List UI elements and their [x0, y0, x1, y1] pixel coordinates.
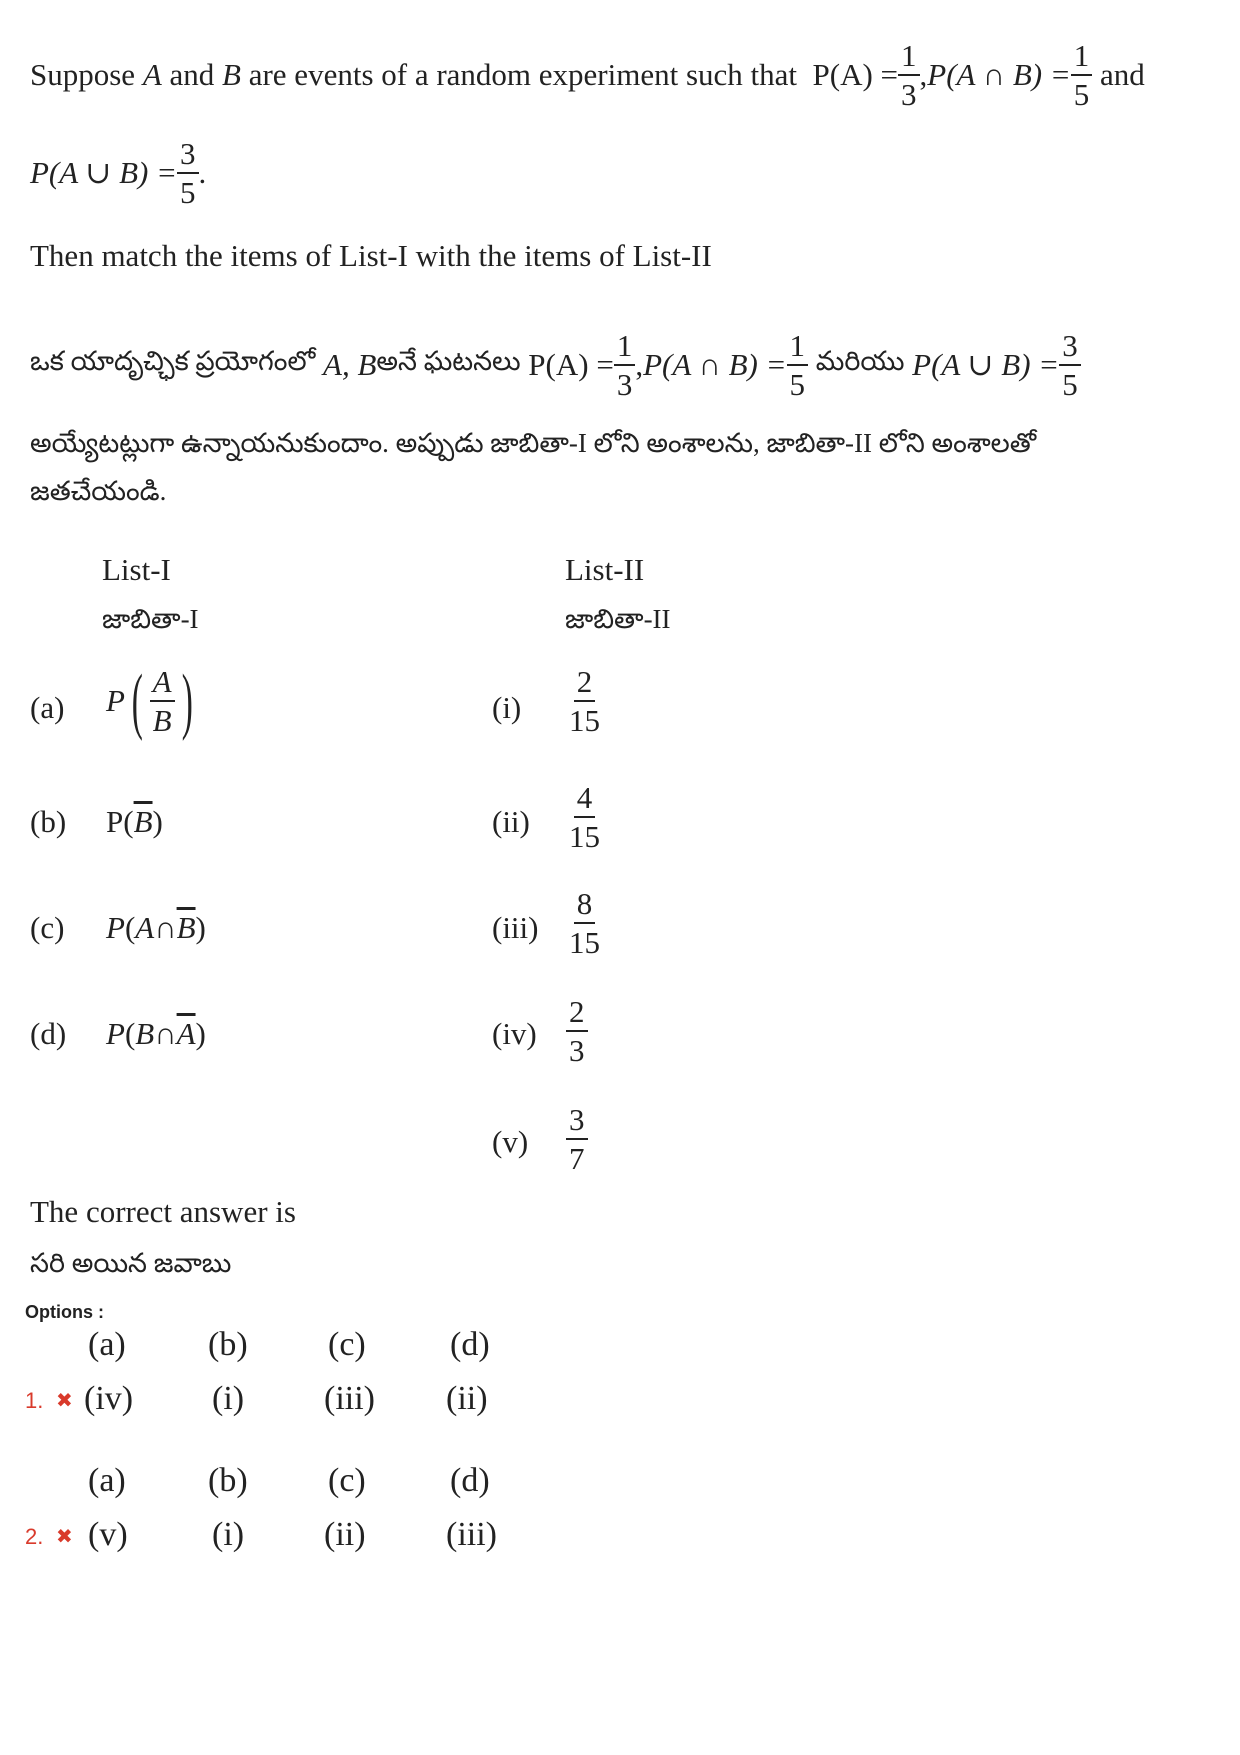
list1-item-label: (d) [30, 1016, 67, 1051]
text-fragment: Suppose [30, 57, 136, 92]
list1-item-label: (c) [30, 910, 65, 945]
list2-item-label: (i) [492, 690, 522, 725]
option-2[interactable] [25, 1524, 43, 1550]
option-1-value: (iii) [324, 1380, 375, 1417]
list2-item-label: (v) [492, 1124, 529, 1159]
list2-item-label: (iii) [492, 910, 539, 945]
list1-item-expr: $P(B\cap\overline{A})$ [106, 1016, 206, 1051]
fraction-three-fifths: $\frac{3}{5}$ [1059, 330, 1081, 400]
option-1-header: (b) [208, 1326, 248, 1363]
prob-A-or-B-label: P(A ∪ B) = [912, 347, 1060, 382]
fraction-one-fifth: $\frac{1}{5}$ [787, 330, 809, 400]
list1-item-expr: $P(\overline{B})$ [106, 804, 163, 839]
option-1-header: (a) [88, 1326, 126, 1363]
list2-item-fraction: $\frac{4}{15}$ [569, 780, 600, 854]
option-number: 2. [25, 1524, 44, 1549]
option-1-value: (iv) [84, 1380, 134, 1417]
option-1-value: (ii) [446, 1380, 488, 1417]
answer-prompt: The correct answer is [30, 1194, 296, 1229]
list1-item-expr: $P(A\cap\overline{B})$ [106, 910, 206, 945]
question-english-line2: P(A ∪ B) = $\frac{3}{5}$ . [30, 136, 207, 210]
prob-A-or-B-label: P(A ∪ B) = [30, 155, 178, 190]
question-english-instruction: Then match the items of List-I with the items of List-II [30, 238, 712, 273]
list1-header-telugu: జాబితా-I [102, 604, 199, 634]
option-1-header: (c) [328, 1326, 366, 1363]
fraction-one-third: $\frac{1}{3}$ [614, 330, 636, 400]
var-A: A [142, 57, 162, 92]
list2-item-fraction: $\frac{3}{7}$ [566, 1104, 588, 1174]
option-number: 1. [25, 1388, 44, 1413]
fraction-one-fifth: $\frac{1}{5}$ [1071, 40, 1093, 110]
list2-item-fraction: $\frac{8}{15}$ [569, 886, 600, 960]
question-telugu-line2: అయ్యేటట్లుగా ఉన్నాయనుకుందాం. అప్పుడు జాబితా-I లోని అంశాలను, జాబితా-II లోని అంశాలతో [30, 428, 1037, 458]
option-1-header: (d) [450, 1326, 490, 1363]
question-telugu-line3: జతచేయండి. [30, 476, 167, 506]
question-english-line1: Suppose A and B are events of a random experiment such that P(A) = $\frac{1}{3}$ , P(A ∩ B) = $\frac{1}{5}$ and [30, 38, 1145, 112]
cross-icon: ✖ [56, 1524, 73, 1548]
text-fragment: and [1100, 57, 1145, 92]
var-AB: A, B [323, 347, 377, 382]
list2-header: List-II [565, 552, 645, 587]
cross-icon: ✖ [56, 1388, 73, 1412]
fraction-one-third: $\frac{1}{3}$ [898, 40, 920, 110]
option-2-header: (c) [328, 1462, 366, 1499]
prob-A-and-B-label: P(A ∩ B) = [643, 347, 787, 382]
option-2-header: (d) [450, 1462, 490, 1499]
option-2-value: (v) [88, 1516, 128, 1553]
telugu-fragment: మరియు [815, 346, 905, 376]
answer-prompt-telugu: సరి అయిన జవాబు [30, 1248, 232, 1278]
list1-header: List-I [102, 552, 171, 587]
list1-item-label: (a) [30, 690, 65, 725]
list2-item-fraction: $\frac{2}{15}$ [569, 664, 600, 738]
fraction-three-fifths: $\frac{3}{5}$ [177, 138, 199, 208]
prob-A-label: P(A) = [812, 57, 899, 92]
var-B: B [222, 57, 241, 92]
option-2-value: (i) [212, 1516, 245, 1553]
list2-item-label: (ii) [492, 804, 530, 839]
option-2-header: (b) [208, 1462, 248, 1499]
prob-A-and-B-label: P(A ∩ B) = [927, 57, 1071, 92]
telugu-fragment: ఒక యాదృచ్ఛిక ప్రయోగంలో [30, 346, 316, 376]
list1-item-label: (b) [30, 804, 67, 839]
list2-item-label: (iv) [492, 1016, 537, 1051]
options-label: Options : [25, 1302, 104, 1322]
prob-A-label: P(A) = [528, 347, 614, 382]
telugu-fragment: అనే ఘటనలు [376, 346, 521, 376]
text-fragment: and [169, 57, 215, 92]
list1-item-expr: P ( $\frac{A}{B}$ ) [106, 660, 193, 742]
option-2-header: (a) [88, 1462, 126, 1499]
option-1[interactable] [25, 1388, 43, 1414]
list2-item-fraction: $\frac{2}{3}$ [566, 996, 588, 1066]
list2-header-telugu: జాబితా-II [565, 604, 671, 634]
option-2-value: (iii) [446, 1516, 497, 1553]
option-1-value: (i) [212, 1380, 245, 1417]
option-2-value: (ii) [324, 1516, 366, 1553]
text-fragment: are events of a random experiment such that [248, 57, 798, 92]
question-telugu-line1: ఒక యాదృచ్ఛిక ప్రయోగంలో A, B అనే ఘటనలు P(A) = $\frac{1}{3}$ , P(A ∩ B) = $\frac{1}{5}$ మరియు P(A ∪ B) = $\frac{3}{5}$ [30, 330, 1081, 400]
